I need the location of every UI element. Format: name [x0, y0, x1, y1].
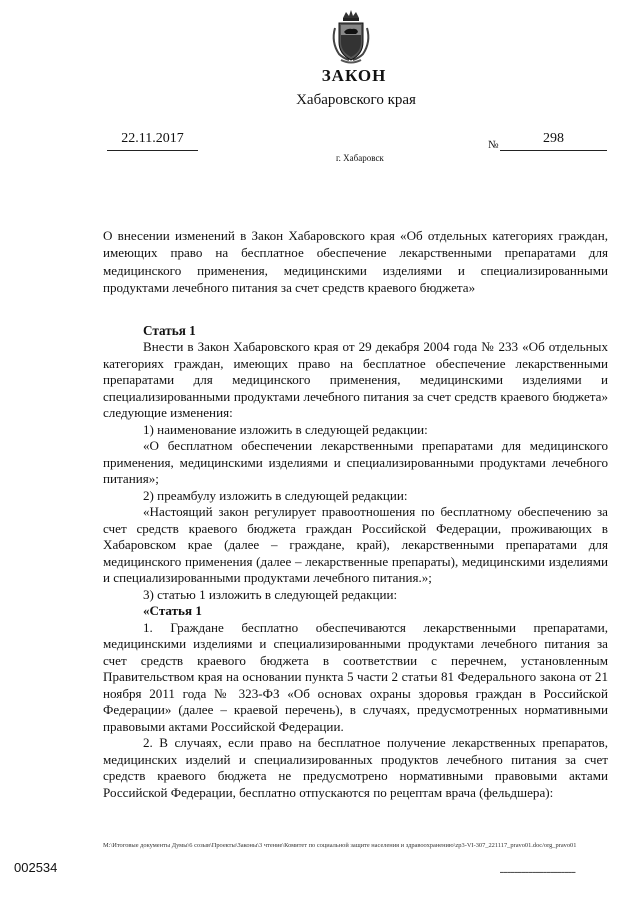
- file-path-footer: М:\Итоговые документы Думы\6 созыв\Проекты\Законы\3 чтение\Комитет по социальной защите населения и здравоохранению\zp3-VI-307_221117_pravo01.doc/org_pravo01: [103, 842, 577, 849]
- paragraph-new-article-title: «Статья 1: [143, 603, 202, 618]
- paragraph-intro: Внести в Закон Хабаровского края от 29 декабря 2004 года № 233 «Об отдельных категориях граждан, имеющих право на бесплатное обеспечение лекарственными препаратами для медицинского применения, медицинскими изделиями и специализированными продуктами лечебного питания за счет средств краевого бюджета» следующие изменения:: [103, 339, 608, 420]
- law-subtitle: Хабаровского края: [296, 92, 416, 108]
- paragraph-clause-2: 2. В случаях, если право на бесплатное получение лекарственных препаратов, медицинских изделий и специализированных продуктов лечебного питания за счет средств краевого бюджета не предусмотрено нормативными правовыми актами Российской Федерации, бесплатно отпускаются по рецептам врача (фельдшера):: [103, 735, 608, 800]
- coat-of-arms-emblem: [329, 8, 373, 66]
- article-title: Статья 1: [143, 323, 196, 338]
- paragraph-new-title: «О бесплатном обеспечении лекарственными препаратами для медицинского применения, медицинскими изделиями и специализированными продуктами лечебного питания»;: [103, 438, 608, 486]
- paragraph-item-3: 3) статью 1 изложить в следующей редакции:: [143, 586, 398, 602]
- paragraph-new-preamble: «Настоящий закон регулирует правоотношения по бесплатному обеспечению за счет средств краевого бюджета граждан Российской Федерации, проживающих в Хабаровском крае (далее – граждане, край), лекарственными препаратами для медицинского применения (далее – лекарственные препараты), медицинскими изделиями и специализированными продуктами лечебного питания.»;: [103, 504, 608, 585]
- law-heading: О внесении изменений в Закон Хабаровского края «Об отдельных категориях граждан, имеющих право на бесплатное обеспечение лекарственными препаратами для медицинского применения, медицинскими изделиями и специализированными продуктами лечебного питания за счет средств краевого бюджета»: [103, 228, 608, 295]
- paragraph-clause-1: 1. Граждане бесплатно обеспечиваются лекарственными препаратами, медицинскими изделиями и специализированными продуктами лечебного питания за счет средств краевого бюджета в соответствии с перечнем, установленным Правительством края на основании пункта 5 части 2 статьи 81 Федерального закона от 21 ноября 2011 года № 323-ФЗ «Об основах охраны здоровья граждан в Российской Федерации» (далее – краевой перечень), в случаях, предусмотренных нормативными правовыми актами Российской Федерации.: [103, 619, 608, 734]
- law-body: [103, 339, 608, 801]
- document-code: 002534: [14, 860, 58, 875]
- print-mark-stamp: ▬▬▬▬▬▬▬▬▬▬▬▬▬▬▬▬▬▬▬▬▬: [500, 870, 576, 874]
- law-date: 22.11.2017: [107, 131, 198, 151]
- paragraph-item-2: 2) преамбулу изложить в следующей редакции:: [143, 487, 408, 503]
- city-name: г. Хабаровск: [336, 153, 384, 163]
- paragraph-item-1: 1) наименование изложить в следующей редакции:: [143, 421, 428, 437]
- number-sign: №: [488, 139, 499, 151]
- law-title: ЗАКОН: [321, 66, 387, 85]
- law-number: 298: [500, 131, 607, 151]
